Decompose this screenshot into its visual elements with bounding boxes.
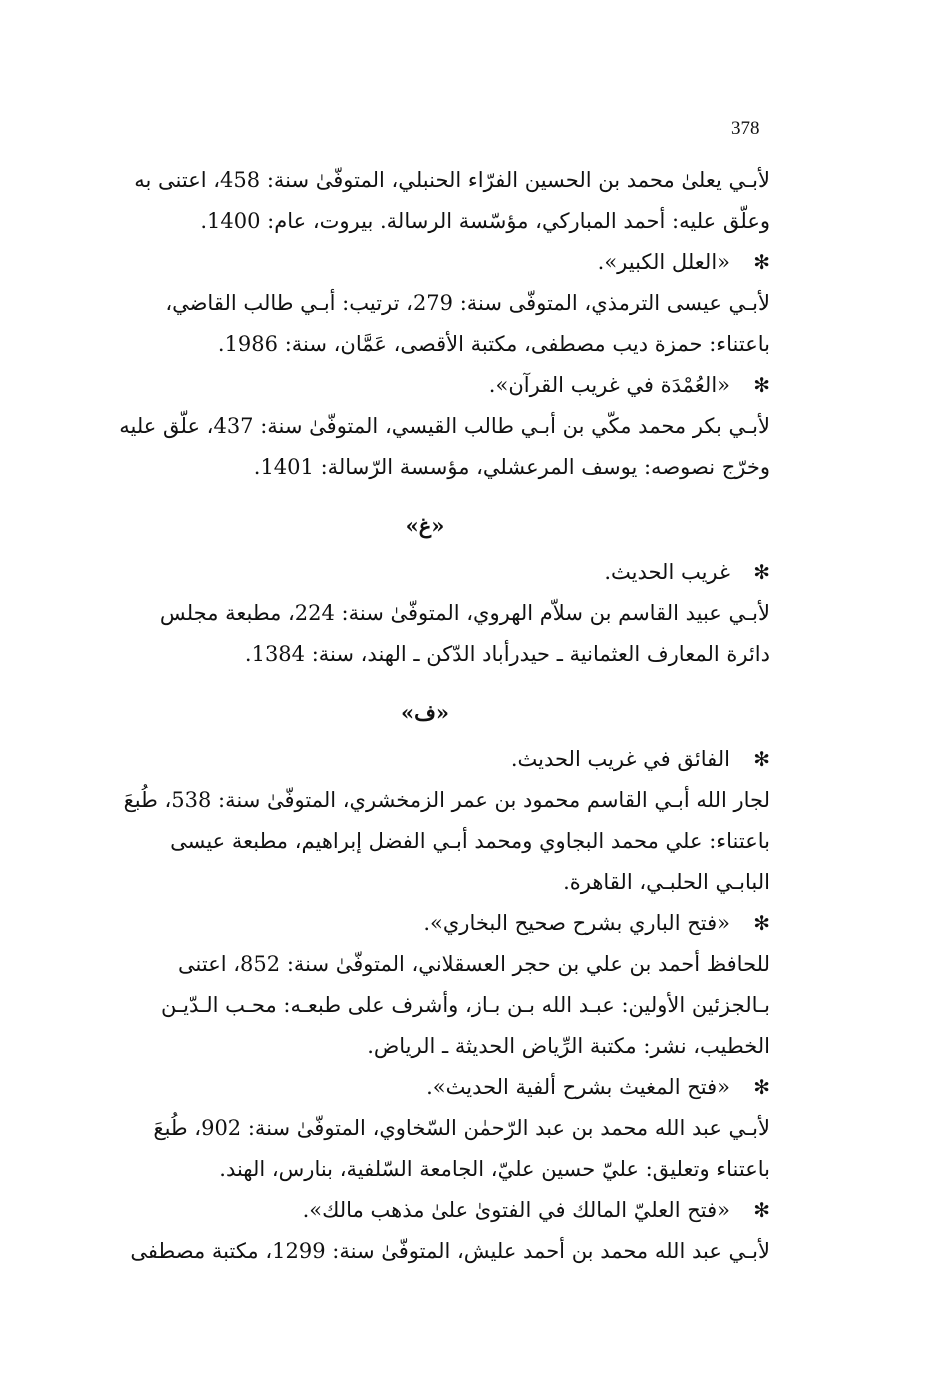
asterisk-bullet-icon: ✻ bbox=[753, 373, 770, 397]
text-line: لأبـي عبد الله محمد بن عبد الرّحمٰن السّخاوي، المتوفّىٰ سنة: 902، طُبعَ bbox=[153, 1116, 770, 1140]
bibliography-entry-title bbox=[80, 739, 770, 780]
entry-title-text: «فتح العليّ المالك في الفتوىٰ علىٰ مذهب مالك». bbox=[302, 1198, 730, 1222]
text-line: لأبـي بكر محمد مكّي بن أبـي طالب القيسي، المتوفّىٰ سنة: 437، علّق عليه bbox=[119, 414, 770, 438]
entry-title-text: الفائق في غريب الحديث. bbox=[510, 747, 730, 771]
asterisk-bullet-icon: ✻ bbox=[753, 250, 770, 274]
text-line: وعلّق عليه: أحمد المباركي، مؤسّسة الرسالة. بيروت، عام: 1400. bbox=[200, 209, 770, 233]
text-line: باعتناء وتعليق: عليّ حسين عليّ، الجامعة السّلفية، بنارس، الهند. bbox=[219, 1157, 770, 1181]
bibliography-entry-title bbox=[80, 1190, 770, 1231]
text-line: باعتناء: حمزة ديب مصطفى، مكتبة الأقصى، عَمَّان، سنة: 1986. bbox=[217, 332, 770, 356]
text-line: الخطيب، نشر: مكتبة الرِّياض الحديثة ـ الرياض. bbox=[367, 1034, 770, 1058]
text-line: لأبـي عبد الله محمد بن أحمد عليش، المتوفّىٰ سنة: 1299، مكتبة مصطفى bbox=[130, 1239, 770, 1263]
bibliography-entry-title bbox=[80, 365, 770, 406]
bibliography-content bbox=[80, 160, 770, 1272]
asterisk-bullet-icon: ✻ bbox=[753, 911, 770, 935]
entry-title-text: «فتح الباري بشرح صحيح البخاري». bbox=[423, 911, 730, 935]
text-line: باعتناء: علي محمد البجاوي ومحمد أبـي الفضل إبراهيم، مطبعة عيسى bbox=[170, 829, 770, 853]
bibliography-entry-title bbox=[80, 552, 770, 593]
entry-title-text: غريب الحديث. bbox=[604, 560, 730, 584]
section-letter-heading: «غ» bbox=[405, 513, 445, 538]
entry-title-text: «العلل الكبير». bbox=[597, 250, 730, 274]
section-letter-heading: «ف» bbox=[400, 700, 450, 725]
asterisk-bullet-icon: ✻ bbox=[753, 560, 770, 584]
bibliography-entry-title bbox=[80, 903, 770, 944]
text-line: البابـي الحلبـي، القاهرة. bbox=[563, 870, 770, 894]
text-line: للحافظ أحمد بن علي بن حجر العسقلاني، المتوفّىٰ سنة: 852، اعتنى bbox=[178, 952, 770, 976]
entry-title-text: «العُمْدَة في غريب القرآن». bbox=[488, 373, 730, 397]
asterisk-bullet-icon: ✻ bbox=[753, 747, 770, 771]
text-line: وخرّج نصوصه: يوسف المرعشلي، مؤسسة الرّسالة: 1401. bbox=[253, 455, 770, 479]
asterisk-bullet-icon: ✻ bbox=[753, 1075, 770, 1099]
text-line: لأبـي عيسى الترمذي، المتوفّى سنة: 279، ترتيب: أبـي طالب القاضي، bbox=[165, 291, 770, 315]
text-line: لأبـي يعلىٰ محمد بن الحسين الفرّاء الحنبلي، المتوفّىٰ سنة: 458، اعتنى به bbox=[134, 168, 770, 192]
text-line: لأبـي عبيد القاسم بن سلاّم الهروي، المتوفّىٰ سنة: 224، مطبعة مجلس bbox=[159, 601, 770, 625]
bibliography-entry-title bbox=[80, 242, 770, 283]
page-number: 378 bbox=[731, 118, 760, 139]
entry-title-text: «فتح المغيث بشرح ألفية الحديث». bbox=[426, 1075, 730, 1099]
text-line: دائرة المعارف العثمانية ـ حيدرأباد الدّكن ـ الهند، سنة: 1384. bbox=[244, 642, 770, 666]
text-line: لجار الله أبـي القاسم محمود بن عمر الزمخشري، المتوفّىٰ سنة: 538، طُبعَ bbox=[123, 788, 770, 812]
bibliography-entry-title bbox=[80, 1067, 770, 1108]
text-line: بـالجزئين الأولين: عبـد الله بـن بـاز، وأشرف على طبعـه: محـب الـدّيـن bbox=[161, 993, 770, 1017]
asterisk-bullet-icon: ✻ bbox=[753, 1198, 770, 1222]
